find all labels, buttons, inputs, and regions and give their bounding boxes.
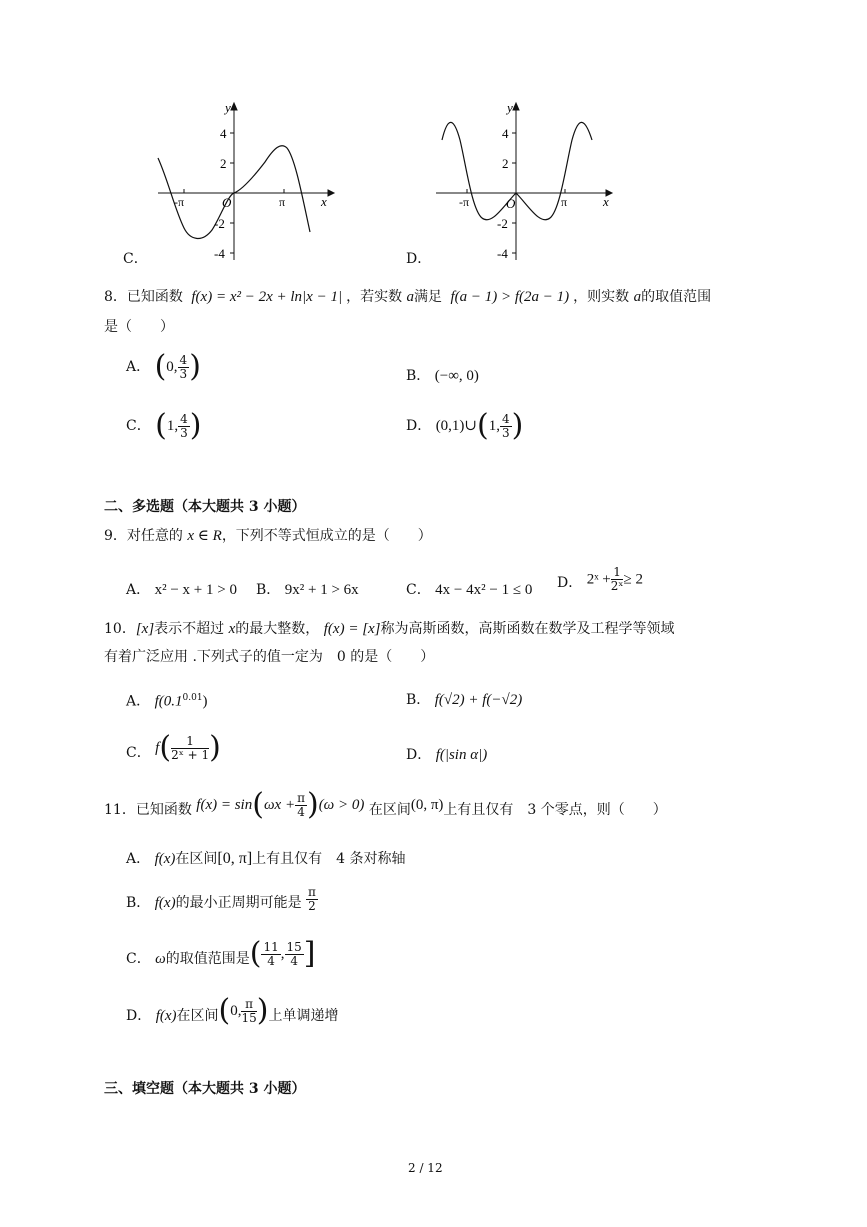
option-text: 在区间 xyxy=(175,851,218,867)
option-label: B． xyxy=(406,368,431,384)
option-func: f(x) xyxy=(154,895,176,911)
q11-func-cond: (ω > 0) xyxy=(318,797,365,813)
option-label: C． xyxy=(126,418,151,434)
option-close: ) xyxy=(202,693,208,710)
q10-option-c[interactable]: C． f( $\frac{1}{\text{2ˣ + 1}}$ ) xyxy=(126,730,221,765)
frac-num: 1 xyxy=(611,566,624,580)
q11-option-c[interactable]: C． ω的取值范围是( $\frac{11}{4}$ , $\frac{15}{4}$ ] xyxy=(126,936,316,971)
option-text: f(|sin α|) xyxy=(435,747,488,763)
option-text: (0,1)∪ xyxy=(435,418,477,434)
frac-den: 4 xyxy=(297,804,305,819)
tick-x-pi: π xyxy=(561,195,568,209)
option-interval: [0, π] xyxy=(217,850,253,867)
q9-option-c[interactable] xyxy=(406,580,532,600)
q11-option-a[interactable] xyxy=(126,849,406,869)
tick-x-pi: π xyxy=(279,195,286,209)
q8-num: 8．已知函数 xyxy=(104,289,183,305)
option-label: C． xyxy=(126,951,151,967)
q11-interval: (0, π) xyxy=(410,797,444,813)
option-func: ω xyxy=(155,951,166,967)
frac-num: 4 xyxy=(501,411,510,426)
q8-mid2: 满足 xyxy=(414,289,443,305)
q10-fdef: f(x) = [x] xyxy=(323,621,381,637)
option-text: 的取值范围是 xyxy=(165,951,250,967)
frac-den: 3 xyxy=(501,425,510,440)
frac-den: 15 xyxy=(241,1010,257,1025)
x-label: x xyxy=(321,194,327,209)
graph-c xyxy=(150,100,340,270)
y-axis-arrow xyxy=(513,103,519,110)
tick-y-neg4: -4 xyxy=(214,246,225,261)
q9-option-b[interactable] xyxy=(256,580,359,600)
y-label: y xyxy=(507,100,513,115)
q8-option-c[interactable]: C． (1, $\frac{4}{3}$ ) xyxy=(126,408,202,443)
graph-c-label: C． xyxy=(123,251,148,267)
section-fill-blank: 三、填空题（本大题共 3 小题） xyxy=(104,1081,306,1097)
option-label: A． xyxy=(126,851,151,867)
option-text-2: 上单调递增 xyxy=(268,1008,339,1024)
frac-den: 2ˣ + 1 xyxy=(171,747,210,762)
graph-d-label: D． xyxy=(406,251,432,267)
frac-den-2: 4 xyxy=(290,953,298,968)
tick-y-2: 2 xyxy=(220,156,227,171)
q10-t1: 表示不超过 xyxy=(154,621,225,637)
q8-line1 xyxy=(104,287,711,307)
tick-y-neg2: -2 xyxy=(497,216,508,231)
q8-func: f(x) = x² − 2x + ln|x − 1| xyxy=(191,289,343,305)
frac-num-2: 15 xyxy=(286,939,302,954)
option-text-2: ≥ 2 xyxy=(623,571,643,588)
option-func: f(x) xyxy=(154,851,176,867)
frac-den: 4 xyxy=(267,953,275,968)
q8-cond: f(a − 1) > f(2a − 1) xyxy=(450,289,570,305)
option-sup: 0.01 xyxy=(182,693,203,703)
frac-den: 2ˣ xyxy=(610,579,624,593)
q11-option-b[interactable] xyxy=(126,886,318,913)
q10-xvar: x xyxy=(228,621,236,637)
q9-cond: x ∈ R xyxy=(187,528,222,544)
tick-x-negpi: -π xyxy=(459,195,470,209)
option-text: 0, xyxy=(166,359,178,375)
option-label: B． xyxy=(406,692,431,708)
q8-line2: 是（ ） xyxy=(104,319,174,335)
option-text-2: 上有且仅有 4 条对称轴 xyxy=(252,851,406,867)
option-text: x² − x + 1 > 0 xyxy=(154,582,237,598)
q8-mid: ，若实数 xyxy=(346,289,403,305)
option-text: f(√2) + f(−√2) xyxy=(434,692,523,708)
q8-var: a xyxy=(406,289,415,305)
y-axis-arrow xyxy=(231,103,237,110)
tick-y-2: 2 xyxy=(502,156,509,171)
q9-num: 9．对任意的 xyxy=(104,528,183,544)
frac-num: π xyxy=(308,885,316,899)
q10-option-d[interactable] xyxy=(406,745,487,765)
origin-label: O xyxy=(222,195,232,210)
q11-func-pre: f(x) = sin xyxy=(196,797,253,813)
q10-t2: 的最大整数， xyxy=(235,621,320,637)
q10-num: 10． xyxy=(104,621,136,637)
option-text: 的最小正周期可能是 xyxy=(175,895,302,911)
page-number: 2 / 12 xyxy=(408,1161,443,1175)
frac-num: 4 xyxy=(180,411,188,426)
option-func: f(x) xyxy=(155,1008,177,1024)
option-label: A． xyxy=(126,693,151,710)
tick-y-neg4: -4 xyxy=(497,246,508,261)
option-text: 4x − 4x² − 1 ≤ 0 xyxy=(435,582,533,598)
option-label: A． xyxy=(126,359,151,375)
q8-option-a[interactable]: A． (0, $\frac{4}{3}$ ) xyxy=(126,349,201,384)
option-text: 1, xyxy=(166,418,179,434)
q11-func-mid: ωx + xyxy=(263,797,296,813)
y-label: y xyxy=(225,100,231,115)
option-label: A． xyxy=(126,582,151,598)
frac-num: 1 xyxy=(171,735,209,749)
graph-d xyxy=(430,100,620,270)
option-label: D． xyxy=(406,747,432,763)
q9-option-d[interactable] xyxy=(557,566,643,593)
option-text-2: 1, xyxy=(488,418,500,434)
x-axis-arrow xyxy=(328,190,334,196)
frac-den: 3 xyxy=(180,425,188,440)
tick-x-negpi: -π xyxy=(174,195,185,209)
q10-option-b[interactable] xyxy=(406,690,522,710)
frac-num: π xyxy=(297,790,305,805)
q8-option-d[interactable]: D． (0,1)∪(1, $\frac{4}{3}$ ) xyxy=(406,408,524,443)
option-label: C． xyxy=(406,582,431,598)
section-multi-choice: 二、多选题（本大题共 3 小题） xyxy=(104,499,306,515)
option-label: B． xyxy=(256,582,281,598)
q8-tail2: 的取值范围 xyxy=(641,289,712,305)
q10-option-a[interactable] xyxy=(126,688,208,712)
q11-stem: 11．已知函数 f(x) = sin(ωx + $\frac{\pi}{4}$ )(ω > 0) 在区间(0, π)上有且仅有 3 个零点，则（ ） xyxy=(104,787,667,822)
frac-den: 3 xyxy=(179,366,188,381)
q9-tail: ，下列不等式恒成立的是（ ） xyxy=(221,528,432,544)
q11-option-d[interactable]: D． f(x)在区间(0, $\frac{\pi}{15}$ )上单调递增 xyxy=(126,993,339,1028)
tick-y-4: 4 xyxy=(220,126,227,141)
option-text: f(0.1 xyxy=(154,693,183,710)
option-label: B． xyxy=(126,895,151,911)
frac-num: 11 xyxy=(263,939,279,954)
q11-t1: 在区间 xyxy=(368,802,411,818)
x-label: x xyxy=(603,194,609,209)
q9-option-a[interactable] xyxy=(126,580,237,600)
q11-num: 11．已知函数 xyxy=(104,802,192,818)
q10-line1 xyxy=(104,619,675,639)
option-label: D． xyxy=(557,575,583,591)
option-text: 2ˣ + xyxy=(586,571,611,588)
tick-y-4: 4 xyxy=(502,126,509,141)
frac-num: 4 xyxy=(179,352,188,367)
frac-num: π xyxy=(241,998,256,1012)
q9-stem xyxy=(104,526,432,546)
q10-bracket: [x] xyxy=(135,621,155,637)
q8-tail: ，则实数 xyxy=(573,289,630,305)
q8-tail-var: a xyxy=(633,289,642,305)
option-text: f xyxy=(155,740,160,756)
option-label: D． xyxy=(126,1008,152,1024)
option-text: 在区间 xyxy=(176,1008,219,1024)
option-label: C． xyxy=(126,745,151,761)
q11-t2: 上有且仅有 3 个零点，则（ ） xyxy=(443,802,667,818)
tick-y-neg2: -2 xyxy=(214,216,225,231)
origin-label: O xyxy=(506,196,516,211)
frac-den: 2 xyxy=(308,899,316,913)
option-text: (−∞, 0) xyxy=(434,368,479,384)
q10-line2: 有着广泛应用 .下列式子的值一定为 0 的是（ ） xyxy=(104,649,435,665)
q8-option-b[interactable] xyxy=(406,366,479,386)
option-label: D． xyxy=(406,418,432,434)
option-interval-pre: 0, xyxy=(230,1003,242,1019)
q10-t3: 称为高斯函数，高斯函数在数学及工程学等领域 xyxy=(380,621,675,637)
option-text: 9x² + 1 > 6x xyxy=(284,582,359,598)
